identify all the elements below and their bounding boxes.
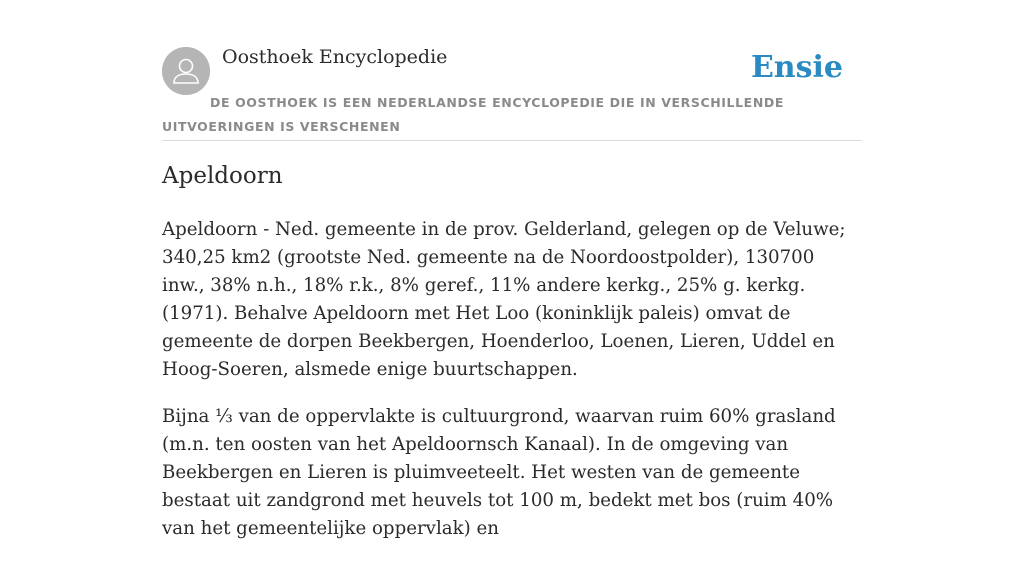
article-paragraph: Apeldoorn - Ned. gemeente in de prov. Gelderland, gelegen op de Veluwe; 340,25 km2 (grootste Ned. gemeente na de Noordoostpolder), 130700 inw., 38% n.h., 18% r.k., 8% geref., 11% andere kerkg., 25% g. kerkg. (1971). Behalve Apeldoorn met Het Loo (koninklijk paleis) omvat de gemeente de dorpen Beekbergen, Hoenderloo, Loenen, Lieren, Uddel en Hoog-Soeren, alsmede enige buurtschappen. (162, 219, 846, 380)
page-container (162, 0, 862, 539)
brand-logo[interactable]: Ensie (750, 50, 843, 85)
site-header (162, 0, 862, 141)
article-title: Apeldoorn (162, 163, 283, 189)
site-name-link[interactable]: Oosthoek Encyclopedie (222, 46, 448, 68)
article-body (162, 216, 862, 562)
article-paragraph: Bijna ⅓ van de oppervlakte is cultuurgrond, waarvan ruim 60% grasland (m.n. ten oosten van het Apeldoornsch Kanaal). In de omgeving van Beekbergen en Lieren is pluimveeteelt. Het westen van de gemeente bestaat uit zandgrond met heuvels tot 100 m, bedekt met bos (ruim 40% van het gemeentelijke oppervlak) en (162, 406, 836, 539)
user-avatar-icon[interactable] (162, 47, 210, 95)
site-tagline: DE OOSTHOEK IS EEN NEDERLANDSE ENCYCLOPEDIE DIE IN VERSCHILLENDE UITVOERINGEN IS VERSCHENEN (162, 95, 784, 134)
